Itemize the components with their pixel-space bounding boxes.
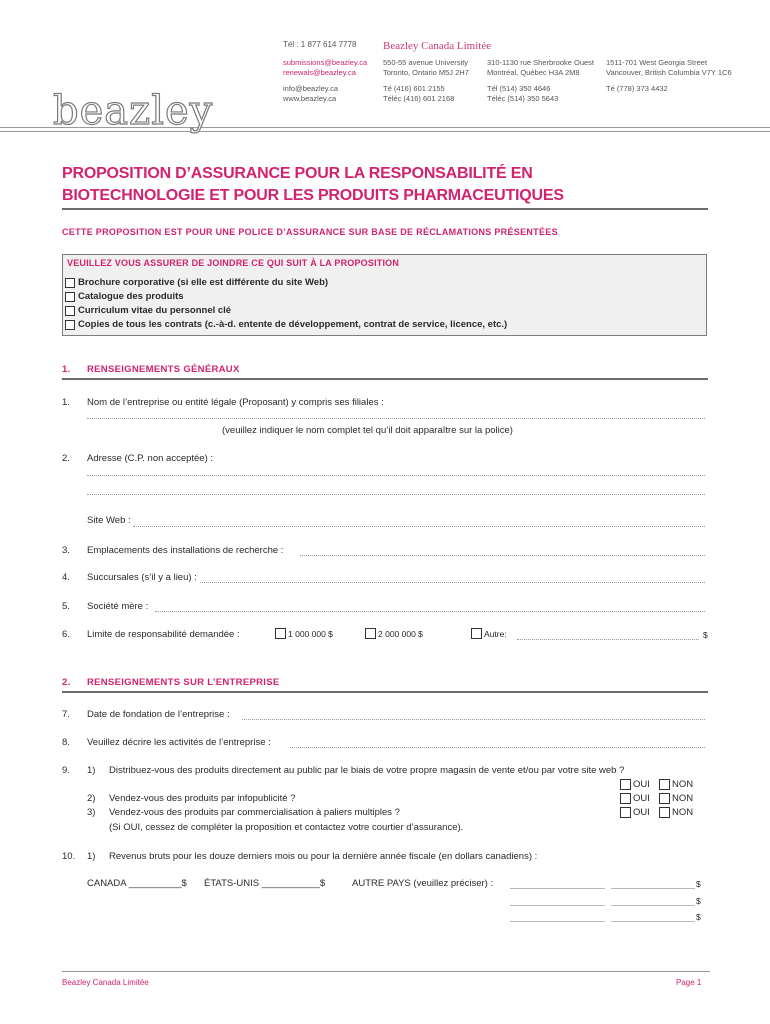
q9-3-no[interactable]: NON — [659, 807, 693, 818]
revenue-usa[interactable]: ÉTATS-UNIS ___________$ — [204, 878, 326, 889]
q5-field[interactable] — [155, 611, 705, 612]
office-toronto: 550-55 avenue University Toronto, Ontario M5J 2H7 Té (416) 601 2155 Téléc (416) 601 2168 — [383, 58, 469, 103]
q9-3-label: Vendez-vous des produits par commercialisation à paliers multiples ? — [109, 807, 400, 818]
page-number: Page 1 — [676, 978, 702, 987]
q9-1-label: Distribuez-vous des produits directement au public par le biais de votre propre magasin de vente et/ou par votre site web ? — [109, 765, 625, 776]
attachments-heading: VEUILLEZ VOUS ASSURER DE JOINDRE CE QUI SUIT À LA PROPOSITION — [67, 258, 400, 268]
title-rule — [62, 208, 708, 210]
q2-number: 2. — [62, 453, 70, 464]
attachment-item[interactable]: Brochure corporative (si elle est différente du site Web) — [65, 277, 328, 288]
beazley-logo: beazley — [53, 88, 214, 134]
q7-number: 7. — [62, 709, 70, 720]
q7-label: Date de fondation de l’entreprise : — [87, 709, 230, 720]
q8-number: 8. — [62, 737, 70, 748]
q9-2-no[interactable]: NON — [659, 793, 693, 804]
q8-label: Veuillez décrire les activités de l’entreprise : — [87, 737, 271, 748]
q7-field[interactable] — [242, 719, 705, 720]
other-dollar-2: $ — [696, 896, 701, 906]
revenue-canada[interactable]: CANADA __________$ — [87, 878, 187, 889]
q4-number: 4. — [62, 572, 70, 583]
q9-2-number: 2) — [87, 793, 96, 804]
q9-3-yes[interactable]: OUI — [620, 807, 650, 818]
q9-1-number: 1) — [87, 765, 96, 776]
q1-label: Nom de l’entreprise ou entité légale (Proposant) y compris ses filiales : — [87, 397, 384, 408]
q3-number: 3. — [62, 545, 70, 556]
section2-rule — [62, 691, 708, 693]
attachment-item[interactable]: Copies de tous les contrats (c.-à-d. entente de développement, contrat de service, licence, etc.) — [65, 319, 507, 330]
footer-rule — [62, 971, 710, 972]
footer-company: Beazley Canada Limitée — [62, 978, 149, 987]
checkbox[interactable] — [65, 320, 75, 330]
q10-1-number: 1) — [87, 851, 96, 862]
checkbox[interactable] — [659, 779, 670, 790]
checkbox[interactable] — [659, 807, 670, 818]
limit-option-other[interactable]: Autre: — [471, 628, 507, 639]
q9-3-note: (Si OUI, cessez de compléter la proposition et contactez votre courtier d’assurance). — [109, 822, 464, 833]
checkbox[interactable] — [65, 278, 75, 288]
q9-number: 9. — [62, 765, 70, 776]
checkbox[interactable] — [365, 628, 376, 639]
q10-1-label: Revenus bruts pour les douze derniers mois ou pour la dernière année fiscale (en dollars canadiens) : — [109, 851, 538, 862]
limit-option-1m[interactable]: 1 000 000 $ — [275, 628, 333, 639]
checkbox[interactable] — [620, 793, 631, 804]
checkbox[interactable] — [620, 779, 631, 790]
section2-heading: 2. RENSEIGNEMENTS SUR L’ENTREPRISE — [62, 677, 280, 688]
q2-field-line2[interactable] — [87, 494, 705, 495]
limit-other-dollar: $ — [703, 630, 708, 640]
attachment-item[interactable]: Curriculum vitae du personnel clé — [65, 305, 231, 316]
other-country-amount-2[interactable] — [611, 905, 695, 906]
checkbox[interactable] — [65, 306, 75, 316]
phone-main: Tél : 1 877 614 7778 — [283, 40, 357, 49]
other-country-name-1[interactable] — [510, 888, 605, 889]
q4-field[interactable] — [200, 582, 705, 583]
section1-heading: 1. RENSEIGNEMENTS GÉNÉRAUX — [62, 364, 240, 375]
q2-label: Adresse (C.P. non acceptée) : — [87, 453, 214, 464]
checkbox[interactable] — [659, 793, 670, 804]
checkbox[interactable] — [620, 807, 631, 818]
section1-rule — [62, 378, 708, 380]
q9-3-number: 3) — [87, 807, 96, 818]
q8-field[interactable] — [290, 747, 705, 748]
other-dollar-3: $ — [696, 912, 701, 922]
checkbox[interactable] — [275, 628, 286, 639]
q9-2-label: Vendez-vous des produits par infopublicité ? — [109, 793, 296, 804]
website-link[interactable]: www.beazley.ca — [283, 94, 337, 103]
office-montreal: 310-1130 rue Sherbrooke Ouest Montréal, Québec H3A 2M8 Tél (514) 350 4646 Téléc (514) 350 5643 — [487, 58, 595, 103]
q9-2-yes[interactable]: OUI — [620, 793, 650, 804]
other-country-name-2[interactable] — [510, 905, 605, 906]
email-renewals[interactable]: renewals@beazley.ca — [283, 68, 356, 77]
limit-other-field[interactable] — [517, 639, 699, 640]
attachment-item[interactable]: Catalogue des produits — [65, 291, 184, 302]
checkbox[interactable] — [65, 292, 75, 302]
revenue-other-label: AUTRE PAYS (veuillez préciser) : — [352, 878, 494, 889]
q3-label: Emplacements des installations de recherche : — [87, 545, 284, 556]
q1-number: 1. — [62, 397, 70, 408]
email-info[interactable]: info@beazley.ca — [283, 84, 339, 93]
header-emails — [283, 58, 367, 104]
checkbox[interactable] — [471, 628, 482, 639]
q6-number: 6. — [62, 629, 70, 640]
q2-field-line1[interactable] — [87, 475, 705, 476]
other-dollar-1: $ — [696, 879, 701, 889]
form-title: PROPOSITION D’ASSURANCE POUR LA RESPONSABILITÉ EN BIOTECHNOLOGIE ET POUR LES PRODUITS PHARMACEUTIQUES — [62, 165, 564, 204]
q5-label: Société mère : — [87, 601, 149, 612]
q1-field[interactable] — [87, 418, 705, 419]
q4-label: Succursales (s’il y a lieu) : — [87, 572, 197, 583]
email-submissions[interactable]: submissions@beazley.ca — [283, 58, 368, 67]
q10-number: 10. — [62, 851, 76, 862]
other-country-amount-3[interactable] — [611, 921, 695, 922]
attachments-box — [62, 254, 707, 336]
limit-option-2m[interactable]: 2 000 000 $ — [365, 628, 423, 639]
other-country-amount-1[interactable] — [611, 888, 695, 889]
office-vancouver: 1511-701 West Georgia Street Vancouver, British Columbia V7Y 1C6 Té (778) 373 4432 — [606, 58, 732, 93]
other-country-name-3[interactable] — [510, 921, 605, 922]
website-label: Site Web : — [87, 515, 131, 526]
q9-1-no[interactable]: NON — [659, 779, 693, 790]
claims-made-notice: CETTE PROPOSITION EST POUR UNE POLICE D’ASSURANCE SUR BASE DE RÉCLAMATIONS PRÉSENTÉES — [62, 227, 558, 237]
q5-number: 5. — [62, 601, 70, 612]
q6-label: Limite de responsabilité demandée : — [87, 629, 240, 640]
q3-field[interactable] — [300, 555, 705, 556]
brand-name: Beazley Canada Limitée — [383, 40, 492, 52]
q1-note: (veuillez indiquer le nom complet tel qu’il doit apparaître sur la police) — [222, 425, 513, 436]
q9-1-yes[interactable]: OUI — [620, 779, 650, 790]
website-field[interactable] — [133, 526, 705, 527]
